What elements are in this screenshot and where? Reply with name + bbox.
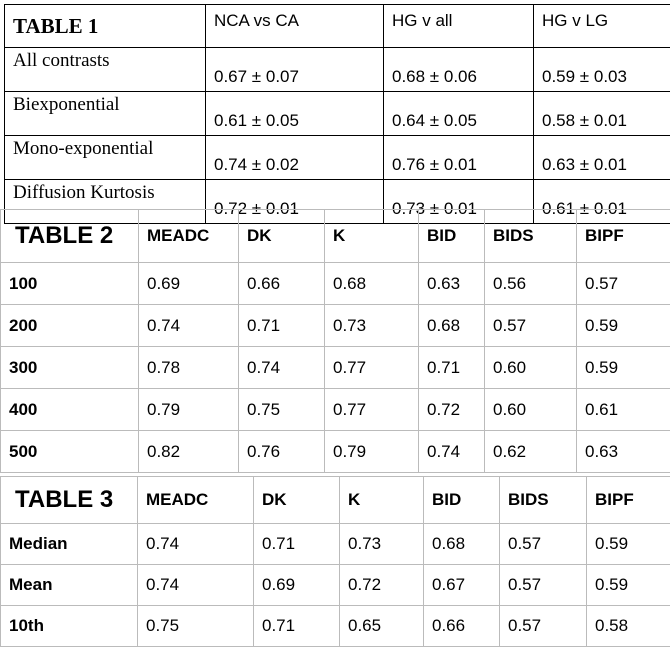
table-3-header-cell: DK: [254, 477, 340, 524]
row-label: 400: [1, 389, 139, 431]
table-cell: 0.71: [254, 524, 340, 565]
table-cell: 0.63: [577, 431, 670, 473]
table-cell: 0.71: [239, 305, 325, 347]
table-cell: 0.64 ± 0.05: [384, 92, 534, 136]
table-3-header-cell: BIPF: [587, 477, 670, 524]
table-2-header-cell: K: [325, 210, 419, 263]
table-row: [1, 606, 670, 647]
table-cell: 0.59: [577, 305, 670, 347]
table-cell: 0.79: [139, 389, 239, 431]
table-row: [5, 92, 670, 136]
table-2-header-cell: BIDS: [485, 210, 577, 263]
table-2-header-cell: MEADC: [139, 210, 239, 263]
table-cell: 0.69: [254, 565, 340, 606]
table-cell: 0.63: [419, 263, 485, 305]
table-3-title: TABLE 3: [1, 477, 138, 524]
table-cell: 0.71: [419, 347, 485, 389]
table-cell: 0.63 ± 0.01: [534, 136, 670, 180]
table-cell: 0.71: [254, 606, 340, 647]
table-cell: 0.68 ± 0.06: [384, 48, 534, 92]
table-row: [5, 136, 670, 180]
table-cell: 0.68: [424, 524, 500, 565]
table-cell: 0.66: [239, 263, 325, 305]
table-cell: 0.68: [325, 263, 419, 305]
table-row: [1, 431, 670, 473]
table-cell: 0.69: [139, 263, 239, 305]
table-cell: 0.59: [587, 565, 670, 606]
table-cell: 0.74 ± 0.02: [206, 136, 384, 180]
row-label: All contrasts: [5, 48, 206, 92]
table-cell: 0.72 ± 0.01: [206, 180, 384, 224]
table-cell: 0.62: [485, 431, 577, 473]
table-row: [1, 524, 670, 565]
table-3-header-cell: MEADC: [138, 477, 254, 524]
table-cell: 0.65: [340, 606, 424, 647]
table-cell: 0.68: [419, 305, 485, 347]
table-cell: 0.77: [325, 347, 419, 389]
table-row: [1, 565, 670, 606]
table-cell: 0.67: [424, 565, 500, 606]
table-cell: 0.77: [325, 389, 419, 431]
table-cell: 0.67 ± 0.07: [206, 48, 384, 92]
table-row: [5, 48, 670, 92]
table-cell: 0.61 ± 0.05: [206, 92, 384, 136]
table-2-header-row: [1, 210, 670, 263]
table-cell: 0.74: [239, 347, 325, 389]
table-cell: 0.74: [138, 565, 254, 606]
table-cell: 0.76 ± 0.01: [384, 136, 534, 180]
table-1-header-cell: NCA vs CA: [206, 5, 384, 48]
table-cell: 0.60: [485, 347, 577, 389]
table-1-title: TABLE 1: [5, 5, 206, 48]
row-label: 100: [1, 263, 139, 305]
row-label: 500: [1, 431, 139, 473]
table-cell: 0.61: [577, 389, 670, 431]
table-row: [1, 305, 670, 347]
table-cell: 0.74: [139, 305, 239, 347]
table-cell: 0.58 ± 0.01: [534, 92, 670, 136]
table-1-header-row: [5, 5, 670, 48]
table-1: [4, 4, 670, 224]
row-label: Mono-exponential: [5, 136, 206, 180]
table-cell: 0.73 ± 0.01: [384, 180, 534, 224]
table-cell: 0.59: [577, 347, 670, 389]
row-label: Mean: [1, 565, 138, 606]
table-cell: 0.76: [239, 431, 325, 473]
table-cell: 0.57: [500, 606, 587, 647]
table-cell: 0.60: [485, 389, 577, 431]
table-cell: 0.56: [485, 263, 577, 305]
table-cell: 0.57: [500, 565, 587, 606]
table-3: [0, 476, 670, 647]
table-cell: 0.73: [325, 305, 419, 347]
table-cell: 0.82: [139, 431, 239, 473]
table-cell: 0.73: [340, 524, 424, 565]
table-2-header-cell: BID: [419, 210, 485, 263]
table-3-header-cell: K: [340, 477, 424, 524]
table-cell: 0.57: [485, 305, 577, 347]
row-label: Median: [1, 524, 138, 565]
table-cell: 0.79: [325, 431, 419, 473]
table-cell: 0.75: [138, 606, 254, 647]
table-3-header-cell: BIDS: [500, 477, 587, 524]
table-cell: 0.74: [419, 431, 485, 473]
table-1-header-cell: HG v all: [384, 5, 534, 48]
table-cell: 0.66: [424, 606, 500, 647]
table-cell: 0.61 ± 0.01: [534, 180, 670, 224]
table-cell: 0.57: [577, 263, 670, 305]
table-3-header-cell: BID: [424, 477, 500, 524]
table-2: [0, 209, 670, 473]
table-row: [1, 263, 670, 305]
table-cell: 0.57: [500, 524, 587, 565]
table-cell: 0.75: [239, 389, 325, 431]
table-cell: 0.74: [138, 524, 254, 565]
row-label: Biexponential: [5, 92, 206, 136]
table-3-header-row: [1, 477, 670, 524]
table-cell: 0.72: [340, 565, 424, 606]
table-2-title: TABLE 2: [1, 210, 139, 263]
table-row: [1, 389, 670, 431]
table-cell: 0.72: [419, 389, 485, 431]
row-label: 200: [1, 305, 139, 347]
table-cell: 0.59: [587, 524, 670, 565]
row-label: 300: [1, 347, 139, 389]
table-2-header-cell: BIPF: [577, 210, 670, 263]
row-label: Diffusion Kurtosis: [5, 180, 206, 224]
table-cell: 0.59 ± 0.03: [534, 48, 670, 92]
table-cell: 0.58: [587, 606, 670, 647]
row-label: 10th: [1, 606, 138, 647]
table-row: [1, 347, 670, 389]
table-cell: 0.78: [139, 347, 239, 389]
table-2-header-cell: DK: [239, 210, 325, 263]
table-1-header-cell: HG v LG: [534, 5, 670, 48]
